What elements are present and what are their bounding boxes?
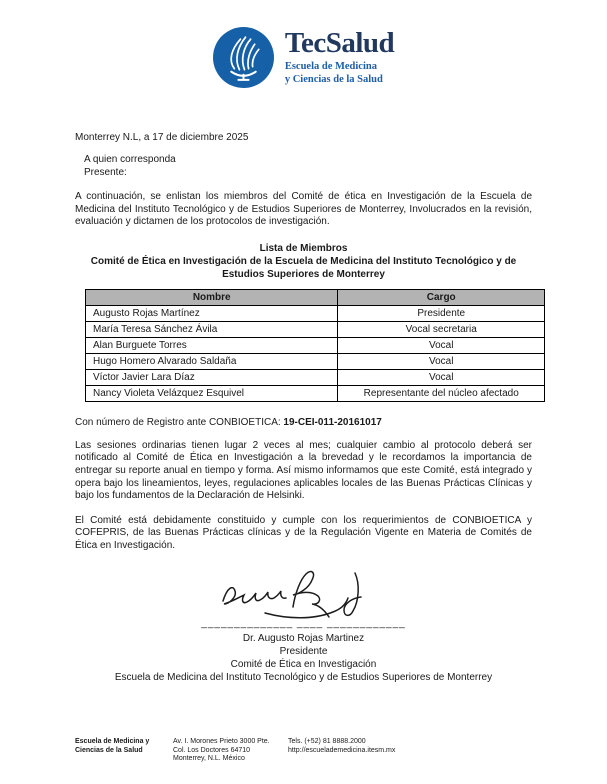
footer-org: [75, 738, 173, 764]
member-role-cell: Vocal: [338, 353, 545, 369]
logo-subtitle-line1: Escuela de Medicina: [284, 61, 377, 73]
signer-institution: Escuela de Medicina del Instituto Tecnológico y de Estudios Superiores de Monterrey: [114, 671, 493, 683]
table-row: [86, 305, 545, 321]
footer-phone: Tels. (+52) 81 8888.2000: [288, 738, 366, 745]
member-role-cell: Vocal: [338, 369, 545, 385]
signature-line: ______________ ____ ____________: [201, 617, 406, 629]
list-subtitle: Comité de Ética en Investigación de la Escuela de Medicina del Instituto Tecnológico y de Estudios Superiores de Monterrey: [90, 255, 517, 280]
signer-name: Dr. Augusto Rojas Martinez: [242, 632, 365, 644]
member-name-cell: Alan Burguete Torres: [86, 337, 338, 353]
salutation: [84, 154, 532, 179]
signer-committee: Comité de Ética en Investigación: [230, 658, 377, 670]
table-row: [86, 337, 545, 353]
table-row: [86, 385, 545, 401]
member-name-cell: Víctor Javier Lara Díaz: [86, 369, 338, 385]
footer-website: http://escuelademedicina.itesm.mx: [288, 746, 396, 754]
logo-subtitle: [285, 61, 394, 86]
torch-flame-icon: [213, 27, 274, 88]
registry-label: Con número de Registro ante CONBIOETICA:: [75, 416, 284, 428]
date-line: Monterrey N.L, a 17 de diciembre 2025: [75, 132, 249, 143]
signature-block: [75, 563, 532, 684]
header-cargo: Cargo: [338, 289, 545, 305]
salutation-line2: Presente:: [84, 166, 127, 178]
intro-paragraph: A continuación, se enlistan los miembros del Comité de ética en Investigación de la Escuela de Medicina del Instituto Tecnológico y de Estudios Superiores de Monterrey, Involucrados en la revisión, evaluación y dictamen de los protocolos de investigación.: [75, 191, 532, 228]
member-name-cell: María Teresa Sánchez Ávila: [86, 321, 338, 337]
page-footer: [75, 738, 557, 764]
registry-line: [75, 417, 532, 428]
letter-content: [0, 132, 607, 684]
table-header-row: [86, 289, 545, 305]
logo-title: TecSalud: [284, 27, 395, 60]
table-row: [86, 369, 545, 385]
member-role-cell: Vocal: [338, 337, 545, 353]
table-row: [86, 353, 545, 369]
signer-role: Presidente: [279, 645, 328, 657]
footer-address-line1: Av. I. Morones Prieto 3000 Pte.: [173, 738, 270, 745]
footer-address-line2: Col. Los Doctores 64710: [173, 746, 251, 754]
salutation-line1: A quien corresponda: [84, 154, 176, 165]
member-role-cell: Presidente: [338, 305, 545, 321]
logo-subtitle-line2: y Ciencias de la Salud: [284, 73, 383, 85]
member-role-cell: Representante del núcleo afectado: [338, 385, 545, 401]
registry-number: 19-CEI-011-20161017: [283, 416, 382, 428]
footer-org-line2: Ciencias de la Salud: [75, 746, 143, 754]
body-paragraph-1: Las sesiones ordinarias tienen lugar 2 veces al mes; cualquier cambio al protocolo deberá ser notificado al Comité de Ética en Investigación a la brevedad y le recordamos la importancia de entregar su reporte anual en tiempo y forma. Así mismo informamos que este Comité, está integrado y opera bajo los lineamientos, leyes, regulaciones aplicables locales de las Buenas Prácticas Clínicas y bajo los fundamentos de la Declaración de Helsinki.: [75, 439, 532, 502]
member-name-cell: Augusto Rojas Martínez: [86, 305, 338, 321]
footer-contact: [288, 738, 557, 764]
tecsalud-logo: [114, 0, 494, 88]
header-nombre: Nombre: [86, 289, 338, 305]
footer-address-line3: Monterrey, N.L. México: [173, 755, 245, 763]
list-title: Lista de Miembros: [259, 242, 348, 254]
member-name-cell: Hugo Homero Alvarado Saldaña: [86, 353, 338, 369]
member-role-cell: Vocal secretaria: [338, 321, 545, 337]
members-table: [85, 289, 545, 402]
list-heading: [75, 242, 532, 281]
footer-address: [173, 738, 288, 764]
footer-org-line1: Escuela de Medicina y: [75, 738, 150, 745]
body-paragraph-2: El Comité está debidamente constituido y cumple con los requerimientos de CONBIOETICA y COFEPRIS, de las Buenas Prácticas clínicas y de la Regulación Vigente en Materia de Comités de Ética en Investigación.: [75, 514, 532, 551]
handwritten-signature: [209, 563, 399, 621]
table-row: [86, 321, 545, 337]
logo-text: [285, 29, 394, 86]
member-name-cell: Nancy Violeta Velázquez Esquivel: [86, 385, 338, 401]
